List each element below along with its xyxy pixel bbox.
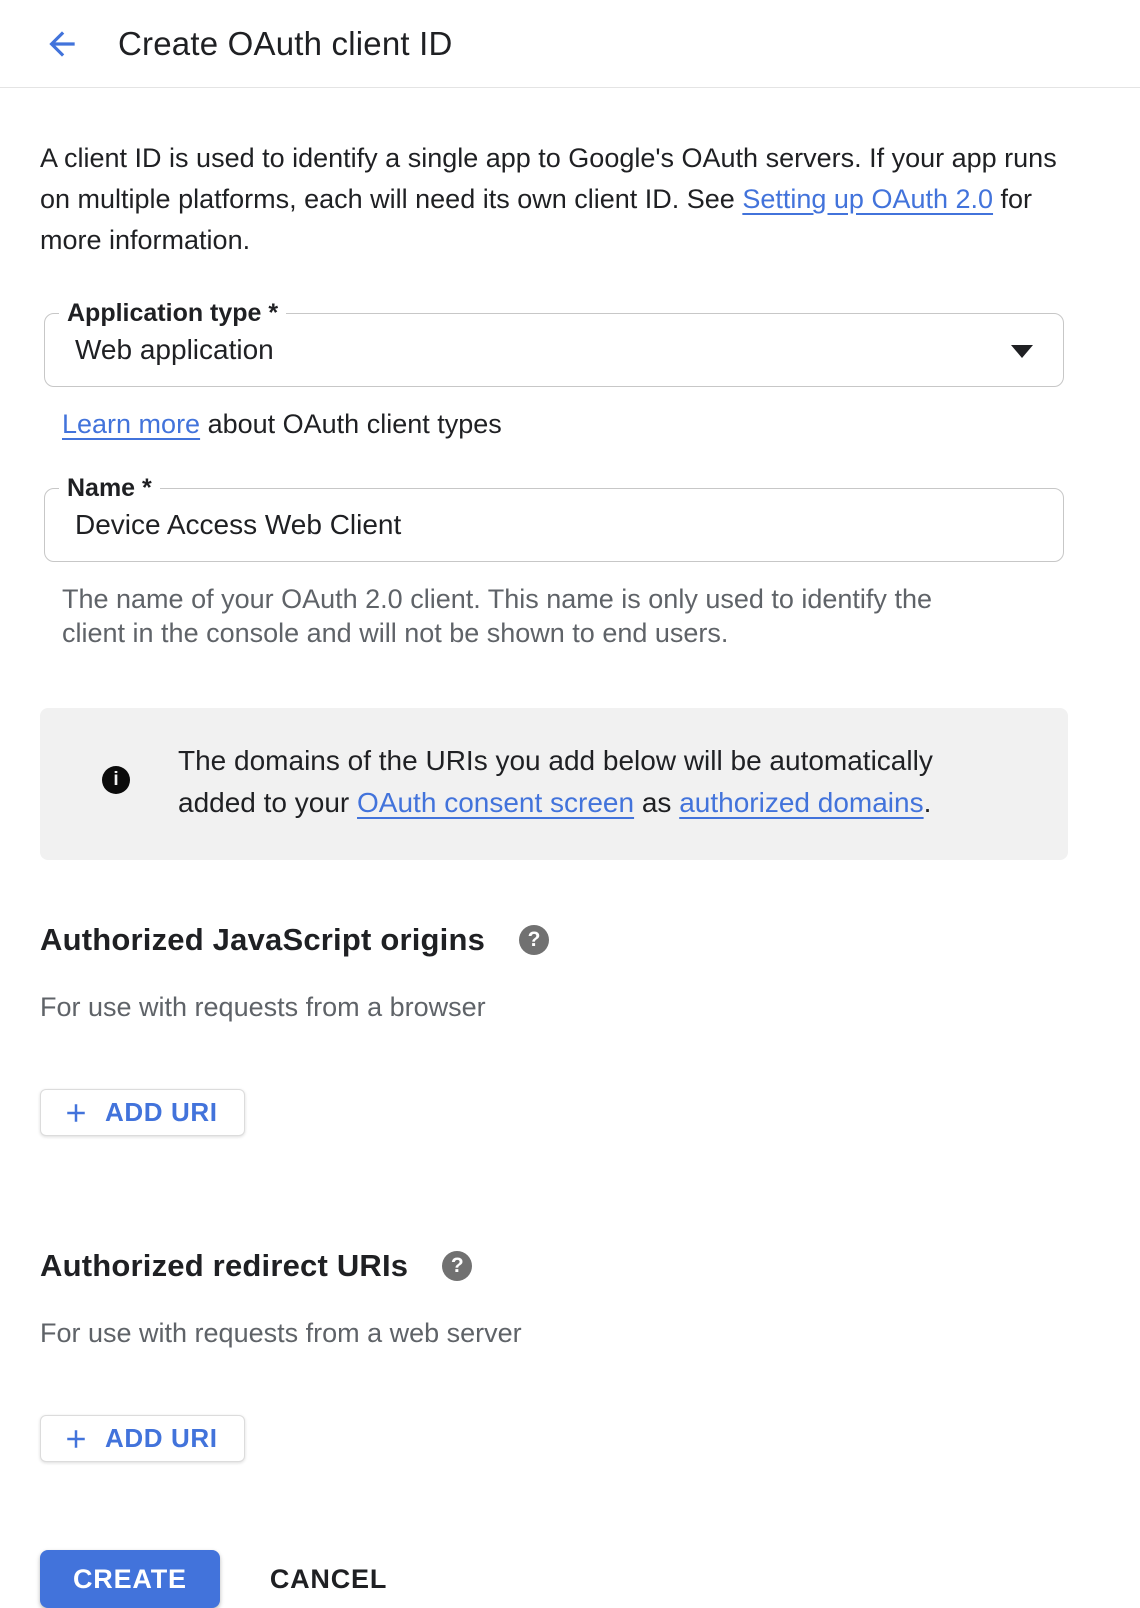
application-type-select[interactable] bbox=[44, 299, 1064, 387]
js-origins-heading: Authorized JavaScript origins bbox=[40, 922, 486, 957]
js-origins-section bbox=[40, 922, 1100, 1136]
add-uri-label: ADD URI bbox=[105, 1423, 218, 1453]
intro-paragraph bbox=[40, 138, 1060, 261]
application-type-value: Web application bbox=[75, 334, 274, 365]
caret-down-icon bbox=[1011, 345, 1033, 358]
name-helper-text: The name of your OAuth 2.0 client. This name is only used to identify the client in the console and will not be shown to end users. bbox=[62, 584, 932, 648]
js-origins-description: For use with requests from a browser bbox=[40, 992, 486, 1022]
name-field-label: Name * bbox=[59, 473, 160, 503]
info-banner-text bbox=[178, 740, 1008, 824]
info-text-before: The domains of the URIs you add below will be automatically added to your bbox=[178, 745, 933, 818]
plus-icon bbox=[61, 1098, 91, 1128]
page-title: Create OAuth client ID bbox=[118, 24, 453, 62]
create-button[interactable]: CREATE bbox=[40, 1550, 220, 1608]
oauth-consent-screen-link[interactable]: OAuth consent screen bbox=[357, 787, 635, 818]
info-text-after: . bbox=[923, 787, 932, 818]
setting-up-oauth-link[interactable]: Setting up OAuth 2.0 bbox=[742, 184, 994, 214]
help-icon[interactable]: ? bbox=[519, 925, 549, 955]
back-button[interactable] bbox=[40, 22, 84, 66]
form-actions bbox=[40, 1550, 1100, 1608]
redirect-uris-section bbox=[40, 1248, 1100, 1462]
redirect-uris-heading: Authorized redirect URIs bbox=[40, 1248, 409, 1283]
learn-more-row bbox=[62, 409, 1100, 440]
name-input[interactable] bbox=[75, 509, 1033, 541]
info-icon: i bbox=[102, 766, 130, 794]
plus-icon bbox=[61, 1424, 91, 1454]
add-uri-label: ADD URI bbox=[105, 1097, 218, 1127]
arrow-back-icon bbox=[43, 25, 81, 63]
help-icon[interactable]: ? bbox=[442, 1251, 472, 1281]
intro-text-before: A client ID is used to identify a single app to Google's OAuth servers. If your app runs on multiple platforms, each will need its own client ID. See bbox=[40, 143, 1057, 214]
authorized-domains-link[interactable]: authorized domains bbox=[679, 787, 924, 818]
cancel-button[interactable]: CANCEL bbox=[269, 1563, 388, 1594]
intro-text-after: for more information. bbox=[40, 184, 1033, 255]
info-banner bbox=[40, 708, 1068, 860]
info-text-middle: as bbox=[634, 787, 680, 818]
learn-more-link[interactable]: Learn more bbox=[62, 409, 201, 439]
name-field-container bbox=[44, 474, 1064, 562]
add-js-origin-uri-button[interactable] bbox=[40, 1089, 245, 1136]
application-type-label: Application type * bbox=[59, 298, 286, 328]
main-content bbox=[0, 138, 1140, 1608]
add-redirect-uri-button[interactable] bbox=[40, 1415, 245, 1462]
page-header bbox=[0, 0, 1140, 88]
redirect-uris-description: For use with requests from a web server bbox=[40, 1318, 522, 1348]
learn-more-rest: about OAuth client types bbox=[200, 409, 502, 439]
